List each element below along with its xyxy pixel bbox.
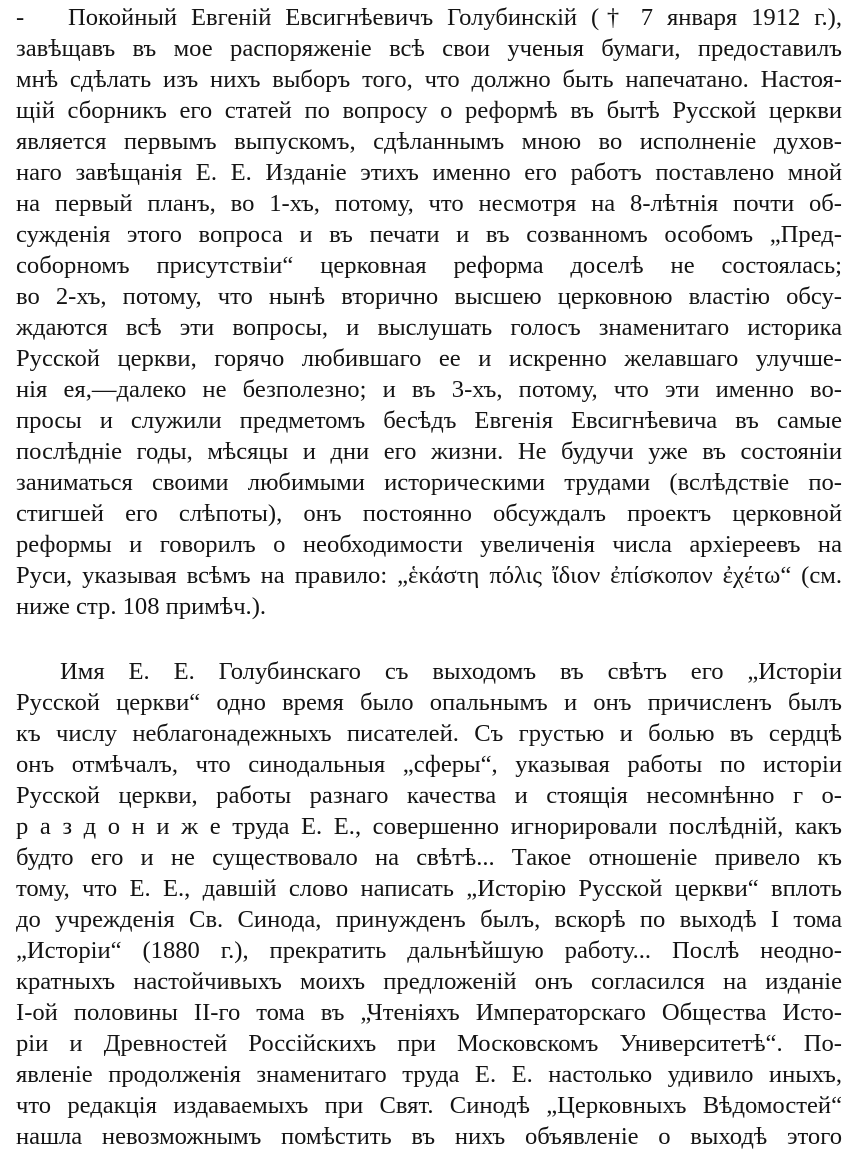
text-line: нія ея,—далеко не безполезно; и въ 3-хъ, потому, что эти именно во- [16, 376, 842, 403]
text-line: мнѣ сдѣлать изъ нихъ выборъ того, что должно быть напечатано. Настоя- [16, 66, 842, 93]
text-line: нашла невозможнымъ помѣстить въ нихъ объявленіе о выходѣ этого [16, 1123, 842, 1150]
text-line: до учрежденія Св. Синода, принужденъ былъ, вскорѣ по выходѣ I тома [16, 906, 842, 933]
text-line: явленіе продолженія знаменитаго труда Е. Е. настолько удивило иныхъ, [16, 1061, 842, 1088]
text-line: „Исторіи“ (1880 г.), прекратить дальнѣйшую работу... Послѣ неодно- [16, 937, 842, 964]
text-line: кратныхъ настойчивыхъ моихъ предложеній онъ согласился на изданіе [16, 968, 842, 995]
text-line: что редакція издаваемыхъ при Свят. Синодѣ „Церковныхъ Вѣдомостей“ [16, 1092, 842, 1119]
text-line: на первый планъ, во 1-хъ, потому, что несмотря на 8-лѣтнія почти об- [16, 190, 842, 217]
text-line: Имя Е. Е. Голубинскаго съ выходомъ въ свѣтъ его „Исторіи [60, 658, 842, 685]
text-line: будто его и не существовало на свѣтѣ... Такое отношеніе привело къ [16, 844, 842, 871]
text-line: Руси, указывая всѣмъ на правило: „ἑκάστη πόλις ἴδιον ἐπίσκοπον ἐχέτω“ (см. [16, 562, 842, 589]
text-line: Русской церкви, горячо любившаго ее и искренно желавшаго улучше- [16, 345, 842, 372]
text-line: завѣщавъ въ мое распоряженіе всѣ свои ученыя бумаги, предоставилъ [16, 35, 842, 62]
text-line: стигшей его слѣпоты), онъ постоянно обсуждалъ проектъ церковной [16, 500, 842, 527]
text-line: Русской церкви, работы разнаго качества и стоящія несомнѣнно г о- [16, 782, 842, 809]
line-text: Покойный Евгеній Евсигнѣевичъ Голубинскій († 7 января 1912 г.), [68, 4, 842, 31]
text-line: сужденія этого вопроса и въ печати и въ созванномъ особомъ „Пред- [16, 221, 842, 248]
text-line: реформы и говорилъ о необходимости увеличенія числа архіереевъ на [16, 531, 842, 558]
text-line: является первымъ выпускомъ, сдѣланнымъ мною во исполненіе духов- [16, 128, 842, 155]
text-line: онъ отмѣчалъ, что синодальныя „сферы“, указывая работы по исторіи [16, 751, 842, 778]
text-line: I-ой половины II-го тома въ „Чтеніяхъ Императорскаго Общества Исто- [16, 999, 842, 1026]
text-line: ниже стр. 108 примѣч.). [16, 593, 267, 620]
text-line: щій сборникъ его статей по вопросу о реформѣ въ бытѣ Русской церкви [16, 97, 842, 124]
text-line: во 2-хъ, потому, что нынѣ вторично высшею церковною властію обсу- [16, 283, 842, 310]
text-line: просы и служили предметомъ бесѣдъ Евгенія Евсигнѣевича въ самые [16, 407, 842, 434]
text-line: Русской церкви“ одно время было опальнымъ и онъ причисленъ былъ [16, 689, 842, 716]
text-line: тому, что Е. Е., давшій слово написать „Исторію Русской церкви“ вплоть [16, 875, 842, 902]
text-line: соборномъ присутствіи“ церковная реформа доселѣ не состоялась; [16, 252, 842, 279]
text-line: къ числу неблагонадежныхъ писателей. Съ грустью и болью въ сердцѣ [16, 720, 842, 747]
text-line: наго завѣщанія Е. Е. Изданіе этихъ именно его работъ поставлено мной [16, 159, 842, 186]
text-line: послѣдніе годы, мѣсяцы и дни его жизни. Не будучи уже въ состояніи [16, 438, 842, 465]
text-line: ріи и Древностей Россійскихъ при Московскомъ Университетѣ“. По- [16, 1030, 842, 1057]
paragraph-2 [16, 656, 842, 1152]
text-line: р а з д о н и ж е труда Е. Е., совершенно игнорировали послѣдній, какъ [16, 813, 842, 840]
text-line: заниматься своими любимыми историческими трудами (вслѣдствіе по- [16, 469, 842, 496]
paragraph-1 [16, 0, 842, 622]
text-line: ждаются всѣ эти вопросы, и выслушать голосъ знаменитаго историка [16, 314, 842, 341]
text-line [16, 2, 842, 33]
paragraph-marker: - [16, 4, 25, 31]
